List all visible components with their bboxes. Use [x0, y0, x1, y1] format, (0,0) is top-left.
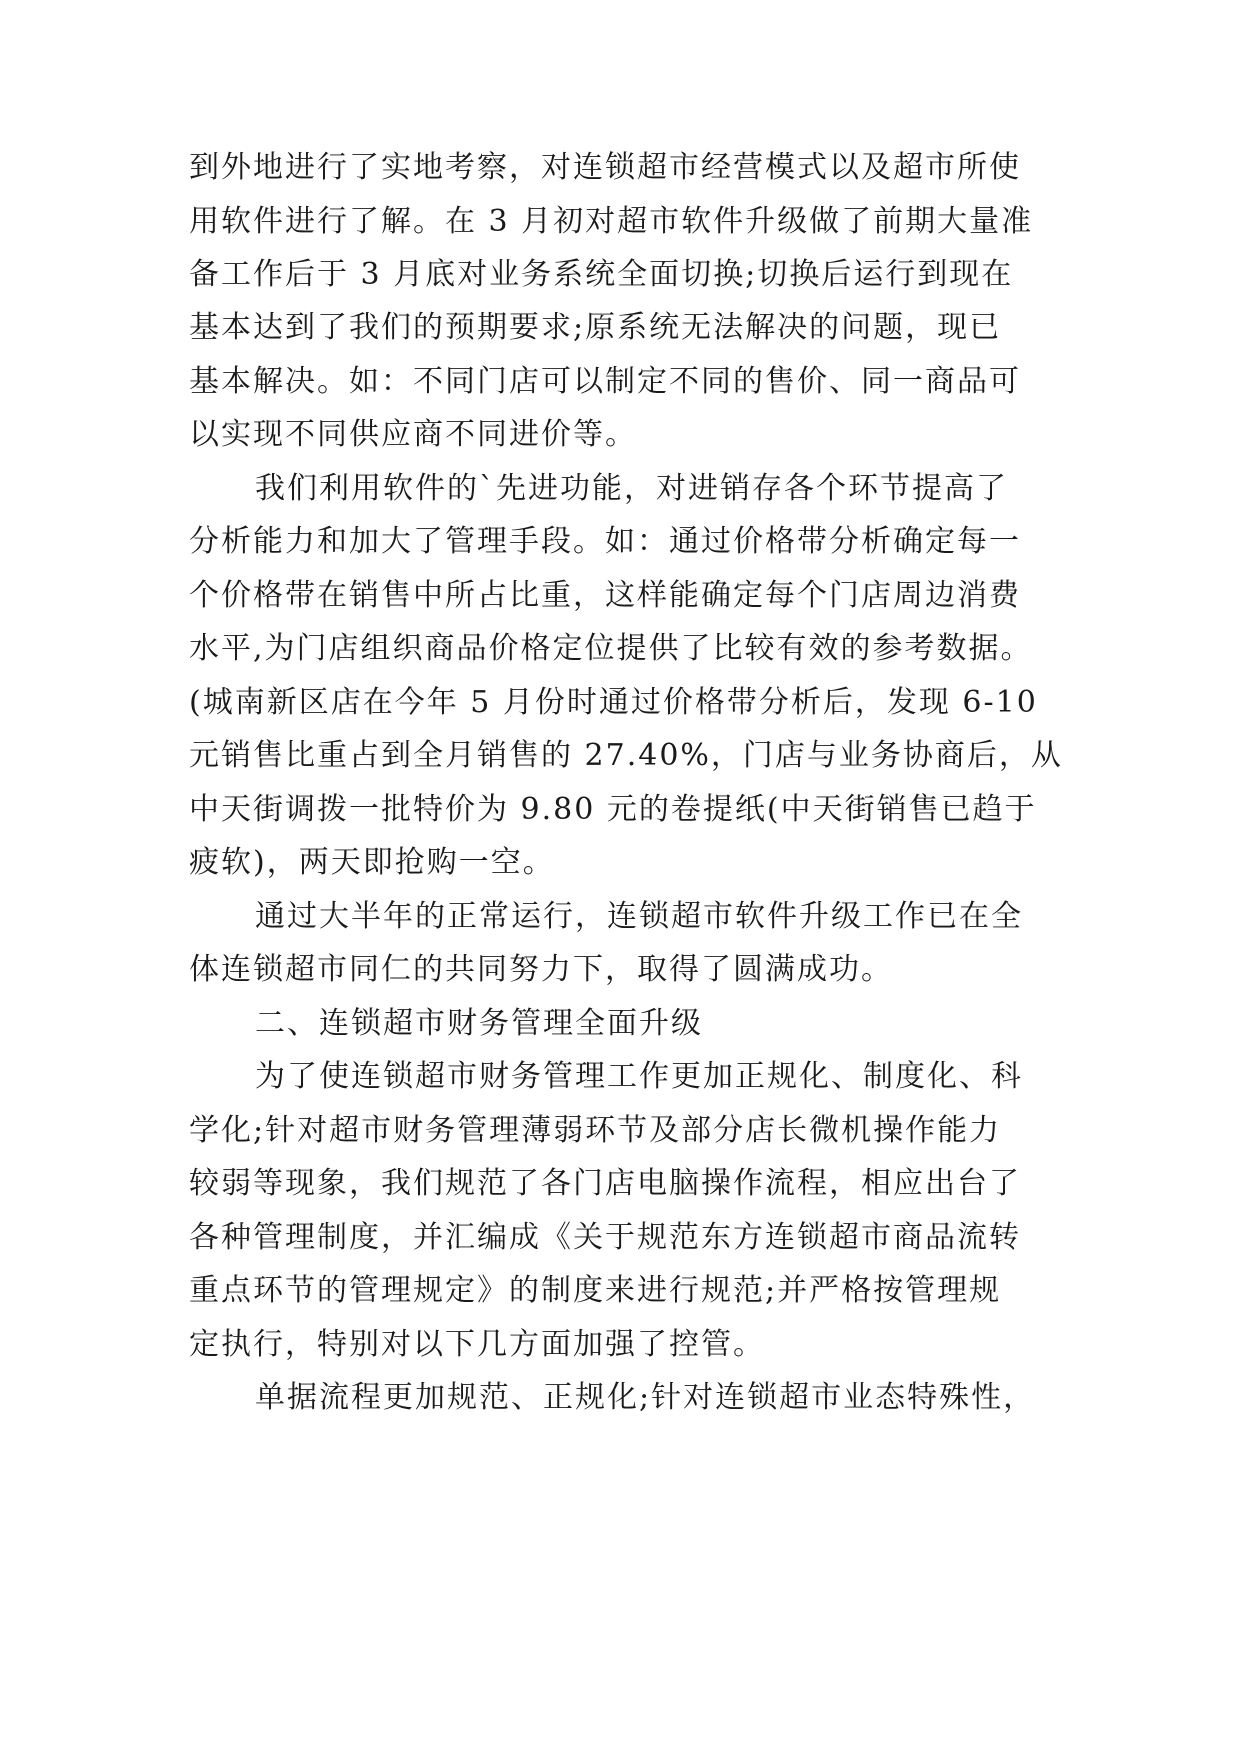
text-line: (城南新区店在今年 5 月份时通过价格带分析后，发现 6-10	[189, 685, 1038, 720]
text-line: 用软件进行了解。在 3 月初对超市软件升级做了前期大量准	[189, 204, 1034, 239]
text-line: 学化;针对超市财务管理薄弱环节及部分店长微机操作能力	[189, 1113, 1002, 1148]
text-line: 水平,为门店组织商品价格定位提供了比较有效的参考数据。	[189, 631, 1033, 666]
text-line: 中天街调拨一批特价为 9.80 元的卷提纸(中天街销售已趋于	[189, 792, 1037, 827]
paragraph-first-line: 通过大半年的正常运行，连锁超市软件升级工作已在全	[255, 899, 1023, 934]
text-line: 到外地进行了实地考察，对连锁超市经营模式以及超市所使	[189, 150, 1021, 185]
section-heading: 二、连锁超市财务管理全面升级	[255, 1006, 703, 1041]
text-line: 重点环节的管理规定》的制度来进行规范;并严格按管理规	[189, 1273, 1002, 1308]
text-line: 基本解决。如：不同门店可以制定不同的售价、同一商品可	[189, 364, 1021, 399]
paragraph-first-line: 单据流程更加规范、正规化;针对连锁超市业态特殊性，	[255, 1380, 1036, 1415]
text-line: 以实现不同供应商不同进价等。	[189, 417, 637, 452]
text-line: 分析能力和加大了管理手段。如：通过价格带分析确定每一	[189, 524, 1021, 559]
text-line: 基本达到了我们的预期要求;原系统无法解决的问题，现已	[189, 310, 1002, 345]
text-line: 疲软)，两天即抢购一空。	[189, 845, 555, 880]
paragraph-first-line: 我们利用软件的`先进功能，对进销存各个环节提高了	[255, 471, 1008, 506]
text-line: 各种管理制度，并汇编成《关于规范东方连锁超市商品流转	[189, 1220, 1021, 1255]
text-line: 定执行，特别对以下几方面加强了控管。	[189, 1327, 765, 1362]
text-line: 体连锁超市同仁的共同努力下，取得了圆满成功。	[189, 952, 893, 987]
text-line: 备工作后于 3 月底对业务系统全面切换;切换后运行到现在	[189, 257, 1014, 292]
text-line: 元销售比重占到全月销售的 27.40%，门店与业务协商后，从	[189, 738, 1063, 773]
paragraph-first-line: 为了使连锁超市财务管理工作更加正规化、制度化、科	[255, 1059, 1023, 1094]
text-line: 较弱等现象，我们规范了各门店电脑操作流程，相应出台了	[189, 1166, 1021, 1201]
text-line: 个价格带在销售中所占比重，这样能确定每个门店周边消费	[189, 578, 1021, 613]
